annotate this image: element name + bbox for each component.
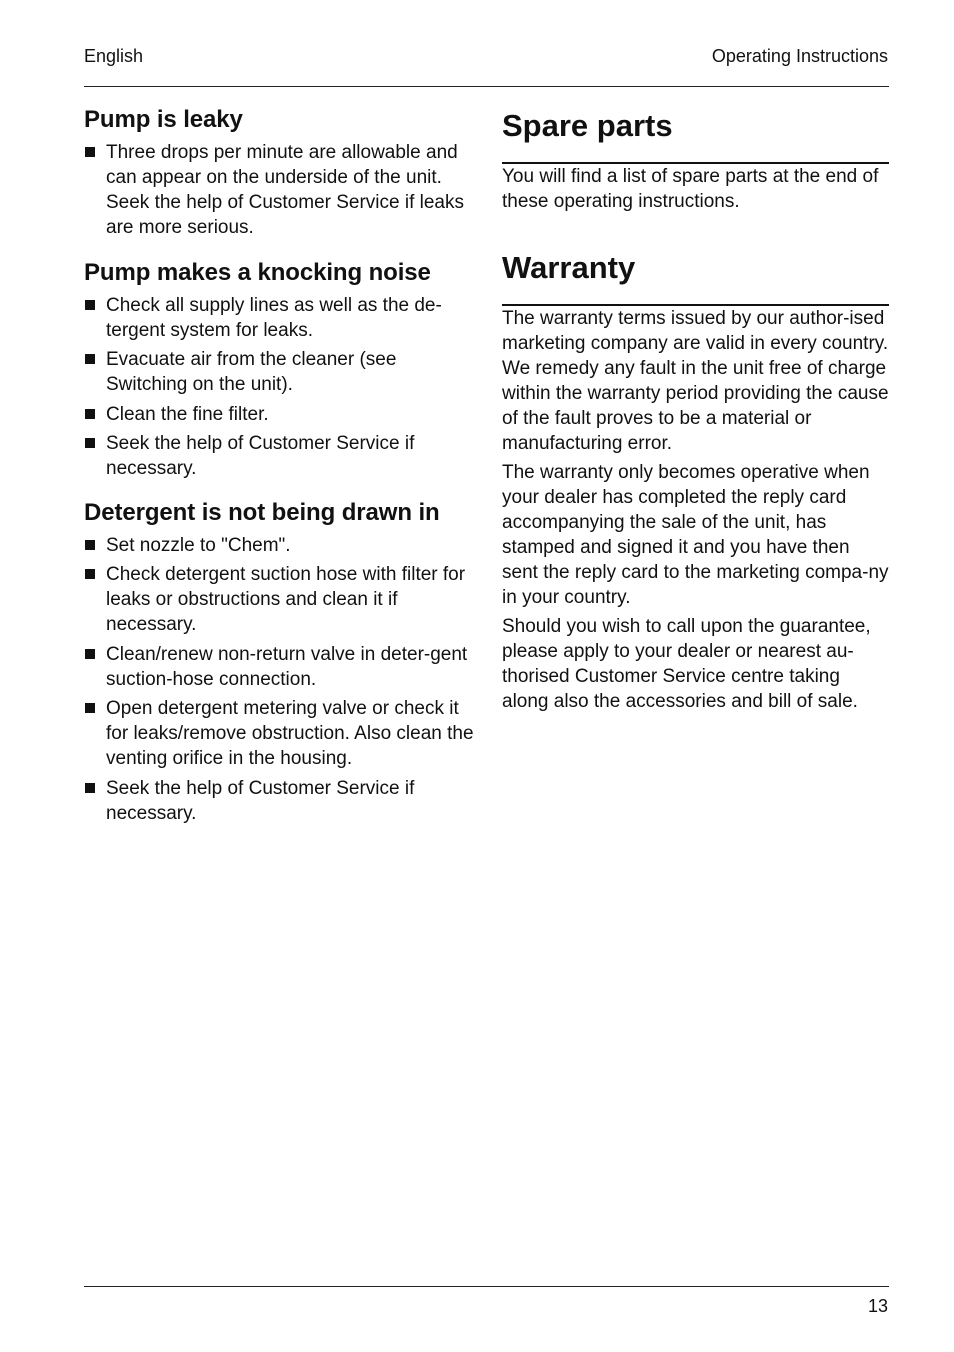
list-item: Three drops per minute are allowable and can appear on the underside of the unit. Seek the help of Customer Service if leaks are more serious. — [84, 140, 474, 240]
list-pump-leaky — [84, 140, 474, 240]
bullet-square-icon — [85, 703, 95, 713]
bullet-square-icon — [85, 147, 95, 157]
heading-pump-leaky: Pump is leaky — [84, 106, 243, 133]
list-item: Clean the fine filter. — [84, 402, 474, 427]
list-item: Set nozzle to "Chem". — [84, 533, 474, 558]
page-number: 13 — [867, 1296, 888, 1316]
page-header — [84, 44, 888, 68]
list-pump-knocking — [84, 293, 474, 482]
bullet-square-icon — [85, 540, 95, 550]
warranty-paragraph: Should you wish to call upon the guarantee, please apply to your dealer or nearest au-thorised Customer Service centre taking along also the accessories and bill of sale. — [502, 616, 871, 712]
bullet-square-icon — [85, 783, 95, 793]
list-item: Seek the help of Customer Service if necessary. — [84, 431, 474, 481]
heading-pump-knocking: Pump makes a knocking noise — [84, 258, 431, 286]
heading-spare-parts: Spare parts — [502, 108, 673, 143]
left-column — [84, 105, 474, 830]
bullet-square-icon — [85, 569, 95, 579]
heading-warranty: Warranty — [502, 250, 636, 285]
bullet-square-icon — [85, 438, 95, 448]
bullet-square-icon — [85, 354, 95, 364]
bullet-square-icon — [85, 300, 95, 310]
list-detergent-not-drawn — [84, 533, 474, 826]
spare-parts-paragraph: You will find a list of spare parts at the end of these operating instructions. — [502, 166, 879, 212]
heading-detergent-not-drawn: Detergent is not being drawn in — [84, 498, 440, 526]
list-item: Seek the help of Customer Service if necessary. — [84, 776, 474, 826]
header-divider — [84, 86, 889, 87]
bullet-square-icon — [85, 409, 95, 419]
header-doc-title: Operating Instructions — [711, 46, 888, 66]
warranty-paragraph: The warranty only becomes operative when your dealer has completed the reply card accompanying the sale of the unit, has stamped and signed it and you have then sent the reply card to the marketing compa-ny in your country. — [502, 462, 889, 608]
bullet-square-icon — [85, 649, 95, 659]
list-item: Clean/renew non-return valve in deter-gent suction-hose connection. — [84, 642, 474, 692]
footer-divider — [84, 1286, 889, 1287]
list-item: Check all supply lines as well as the de-tergent system for leaks. — [84, 293, 474, 343]
list-item: Evacuate air from the cleaner (see Switching on the unit). — [84, 347, 474, 397]
right-column — [502, 105, 890, 714]
header-language: English — [84, 46, 144, 66]
list-item: Open detergent metering valve or check it for leaks/remove obstruction. Also clean the venting orifice in the housing. — [84, 696, 474, 771]
list-item: Check detergent suction hose with filter for leaks or obstructions and clean it if necessary. — [84, 562, 474, 637]
warranty-paragraph: The warranty terms issued by our author-ised marketing company are valid in every country. We remedy any fault in the unit free of charge within the warranty period providing the cause of the fault proves to be a material or manufacturing error. — [502, 308, 889, 454]
